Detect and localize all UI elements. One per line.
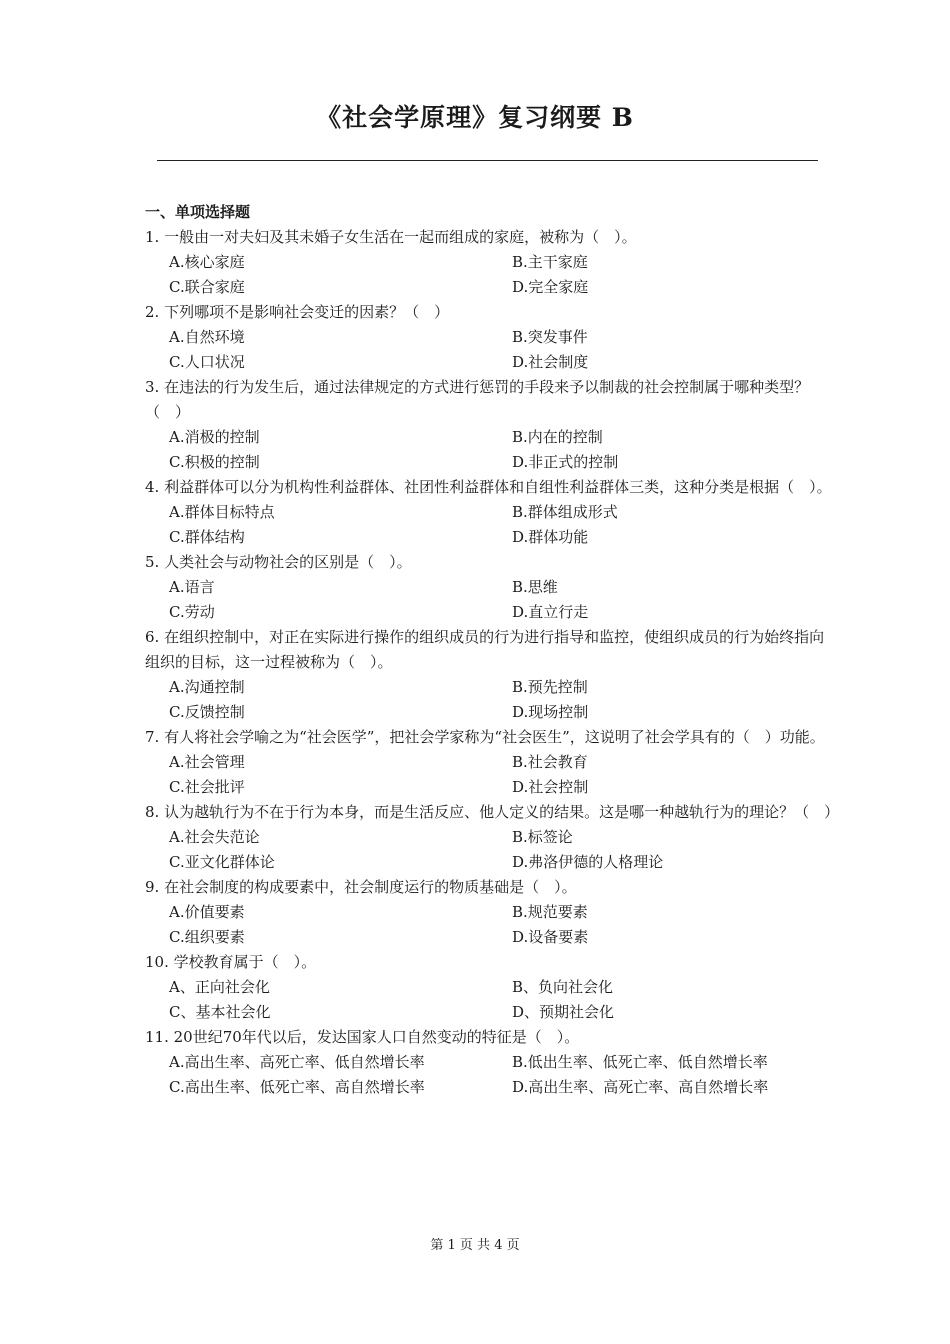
option-d: D.非正式的控制 (512, 453, 619, 471)
question-8 (145, 800, 840, 875)
question-options (145, 975, 835, 1025)
option-a: A.沟通控制 (169, 678, 245, 696)
option-d: D.现场控制 (512, 703, 589, 721)
question-stem: 3. 在违法的行为发生后，通过法律规定的方式进行惩罚的手段来予以制裁的社会控制属于哪种类型？（ ） (145, 378, 810, 421)
option-c: C.社会批评 (169, 778, 245, 796)
question-options (145, 825, 835, 875)
question-stem: 10. 学校教育属于（ ）。 (145, 953, 317, 971)
option-c: C.高出生率、低死亡率、高自然增长率 (169, 1078, 425, 1096)
question-1 (145, 225, 835, 300)
option-c: C.反馈控制 (169, 703, 245, 721)
option-a: A.社会失范论 (169, 828, 260, 846)
document-title: 《社会学原理》复习纲要 B (316, 103, 634, 132)
question-stem: 2. 下列哪项不是影响社会变迁的因素？（ ） (145, 303, 450, 321)
question-stem: 9. 在社会制度的构成要素中，社会制度运行的物质基础是（ ）。 (145, 878, 577, 896)
option-d: D、预期社会化 (512, 1003, 615, 1021)
option-d: D.群体功能 (512, 528, 589, 546)
question-options (145, 750, 835, 800)
question-stem: 4. 利益群体可以分为机构性利益群体、社团性利益群体和自组性利益群体三类，这种分类是根据（ ）。 (145, 478, 832, 496)
option-d: D.高出生率、高死亡率、高自然增长率 (512, 1078, 769, 1096)
option-c: C.劳动 (169, 603, 215, 621)
question-stem: 7. 有人将社会学喻之为“社会医学”，把社会学家称为“社会医生”，这说明了社会学具有的（ ）功能。 (145, 728, 825, 746)
option-b: B.思维 (512, 578, 558, 596)
page-footer: 第 1 页 共 4 页 (430, 1238, 520, 1253)
question-3 (145, 375, 835, 475)
option-c: C.人口状况 (169, 353, 245, 371)
title-divider (157, 160, 818, 161)
option-c: C.群体结构 (169, 528, 245, 546)
option-d: D.完全家庭 (512, 278, 589, 296)
option-a: A.社会管理 (169, 753, 245, 771)
option-b: B.预先控制 (512, 678, 588, 696)
option-d: D.社会制度 (512, 353, 589, 371)
section-title: 一、单项选择题 (145, 203, 251, 221)
question-stem: 8. 认为越轨行为不在于行为本身，而是生活反应、他人定义的结果。这是哪一种越轨行为的理论？（ ） (145, 803, 840, 821)
question-options (145, 425, 835, 475)
question-10 (145, 950, 835, 1025)
option-a: A、正向社会化 (169, 978, 270, 996)
question-11 (145, 1025, 835, 1100)
question-options (145, 325, 835, 375)
option-a: A.自然环境 (169, 328, 245, 346)
option-d: D.社会控制 (512, 778, 589, 796)
question-stem: 5. 人类社会与动物社会的区别是（ ）。 (145, 553, 412, 571)
question-6 (145, 625, 835, 725)
option-c: C.组织要素 (169, 928, 245, 946)
question-options (145, 900, 835, 950)
option-d: D.设备要素 (512, 928, 589, 946)
option-d: D.弗洛伊德的人格理论 (512, 853, 664, 871)
option-c: C.亚文化群体论 (169, 853, 275, 871)
question-7 (145, 725, 835, 800)
question-5 (145, 550, 835, 625)
question-4 (145, 475, 835, 550)
option-b: B.低出生率、低死亡率、低自然增长率 (512, 1053, 768, 1071)
question-stem: 6. 在组织控制中，对正在实际进行操作的组织成员的行为进行指导和监控，使组织成员的行为始终指向组织的目标，这一过程被称为（ ）。 (145, 628, 825, 671)
option-a: A.语言 (169, 578, 215, 596)
option-b: B.群体组成形式 (512, 503, 618, 521)
question-9 (145, 875, 835, 950)
option-a: A.核心家庭 (169, 253, 245, 271)
question-stem: 11. 20世纪70年代以后，发达国家人口自然变动的特征是（ ）。 (145, 1028, 580, 1046)
option-b: B、负向社会化 (512, 978, 614, 996)
option-b: B.主干家庭 (512, 253, 588, 271)
option-b: B.突发事件 (512, 328, 588, 346)
document-body (145, 199, 840, 1100)
option-c: C.积极的控制 (169, 453, 260, 471)
option-b: B.标签论 (512, 828, 573, 846)
option-a: A.群体目标特点 (169, 503, 275, 521)
option-c: C.联合家庭 (169, 278, 245, 296)
question-2 (145, 300, 835, 375)
option-a: A.价值要素 (169, 903, 245, 921)
question-options (145, 575, 835, 625)
option-b: B.内在的控制 (512, 428, 603, 446)
question-stem: 1. 一般由一对夫妇及其未婚子女生活在一起而组成的家庭，被称为（ ）。 (145, 228, 637, 246)
option-a: A.消极的控制 (169, 428, 260, 446)
option-a: A.高出生率、高死亡率、低自然增长率 (169, 1053, 425, 1071)
option-b: B.社会教育 (512, 753, 588, 771)
question-options (145, 500, 835, 550)
question-options (145, 675, 835, 725)
option-b: B.规范要素 (512, 903, 588, 921)
option-d: D.直立行走 (512, 603, 589, 621)
option-c: C、基本社会化 (169, 1003, 271, 1021)
question-options (145, 1050, 835, 1100)
question-options (145, 250, 835, 300)
